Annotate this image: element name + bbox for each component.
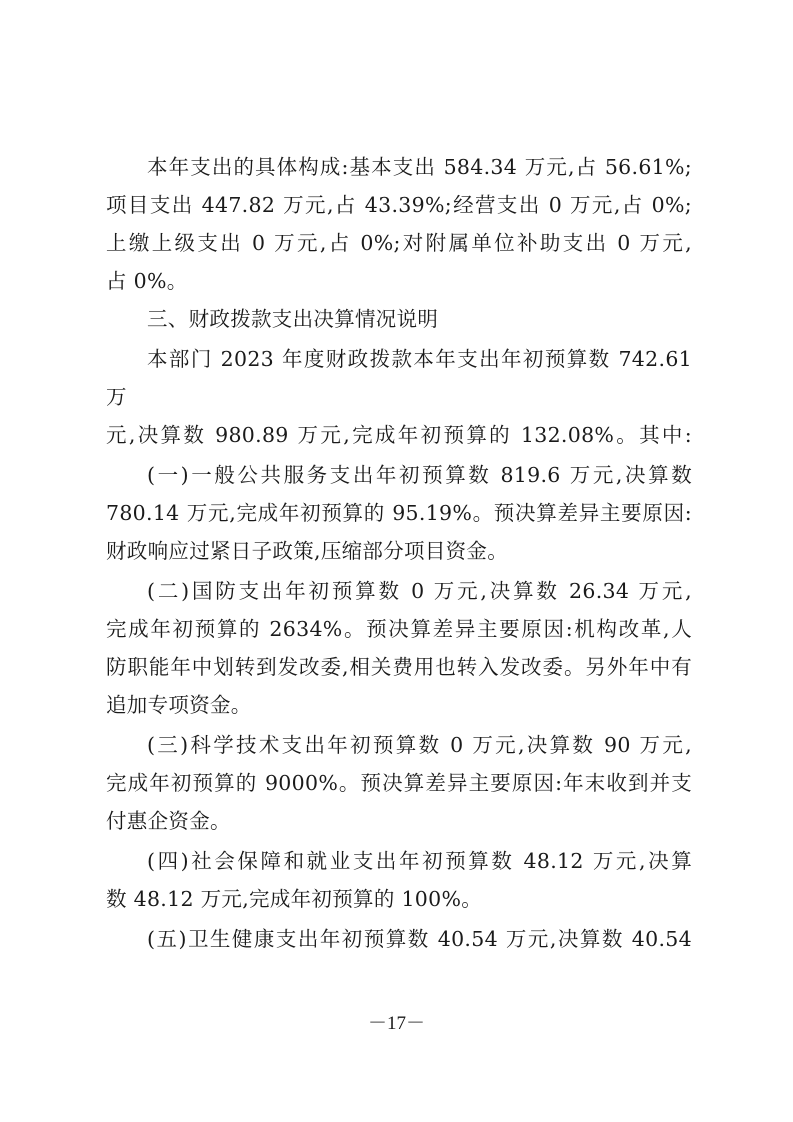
- paragraph-line: 上缴上级支出 0 万元,占 0%;对附属单位补助支出 0 万元,: [106, 231, 692, 255]
- paragraph-line: (五)卫生健康支出年初预算数 40.54 万元,决算数 40.54: [147, 927, 692, 951]
- paragraph-line: 完成年初预算的 2634%。预决算差异主要原因:机构改革,人: [106, 617, 692, 641]
- paragraph-line: (四)社会保障和就业支出年初预算数 48.12 万元,决算: [147, 849, 692, 873]
- section-heading: 三、财政拨款支出决算情况说明: [147, 307, 439, 331]
- paragraph-line: (一)一般公共服务支出年初预算数 819.6 万元,决算数: [147, 463, 692, 487]
- paragraph-line: 数 48.12 万元,完成年初预算的 100%。: [106, 887, 483, 911]
- paragraph-line: 本年支出的具体构成:基本支出 584.34 万元,占 56.61%;: [147, 155, 692, 179]
- paragraph-line: (三)科学技术支出年初预算数 0 万元,决算数 90 万元,: [147, 733, 692, 757]
- paragraph-line: 付惠企资金。: [106, 809, 231, 833]
- paragraph-line: 财政响应过紧日子政策,压缩部分项目资金。: [106, 539, 509, 563]
- paragraph-line: 780.14 万元,完成年初预算的 95.19%。预决算差异主要原因:: [106, 501, 692, 525]
- paragraph-line: 本部门 2023 年度财政拨款本年支出年初预算数 742.61 万: [106, 347, 692, 409]
- paragraph-line: 占 0%。: [106, 269, 188, 293]
- paragraph-line: 项目支出 447.82 万元,占 43.39%;经营支出 0 万元,占 0%;: [106, 193, 692, 217]
- paragraph-line: 防职能年中划转到发改委,相关费用也转入发改委。另外年中有: [106, 655, 692, 679]
- paragraph-line: (二)国防支出年初预算数 0 万元,决算数 26.34 万元,: [147, 579, 692, 603]
- paragraph-line: 追加专项资金。: [106, 693, 252, 717]
- page-content: [106, 148, 692, 958]
- paragraph-line: 元,决算数 980.89 万元,完成年初预算的 132.08%。其中:: [106, 423, 692, 447]
- paragraph-line: 完成年初预算的 9000%。预决算差异主要原因:年末收到并支: [106, 771, 692, 795]
- page-number: －17－: [367, 1013, 425, 1034]
